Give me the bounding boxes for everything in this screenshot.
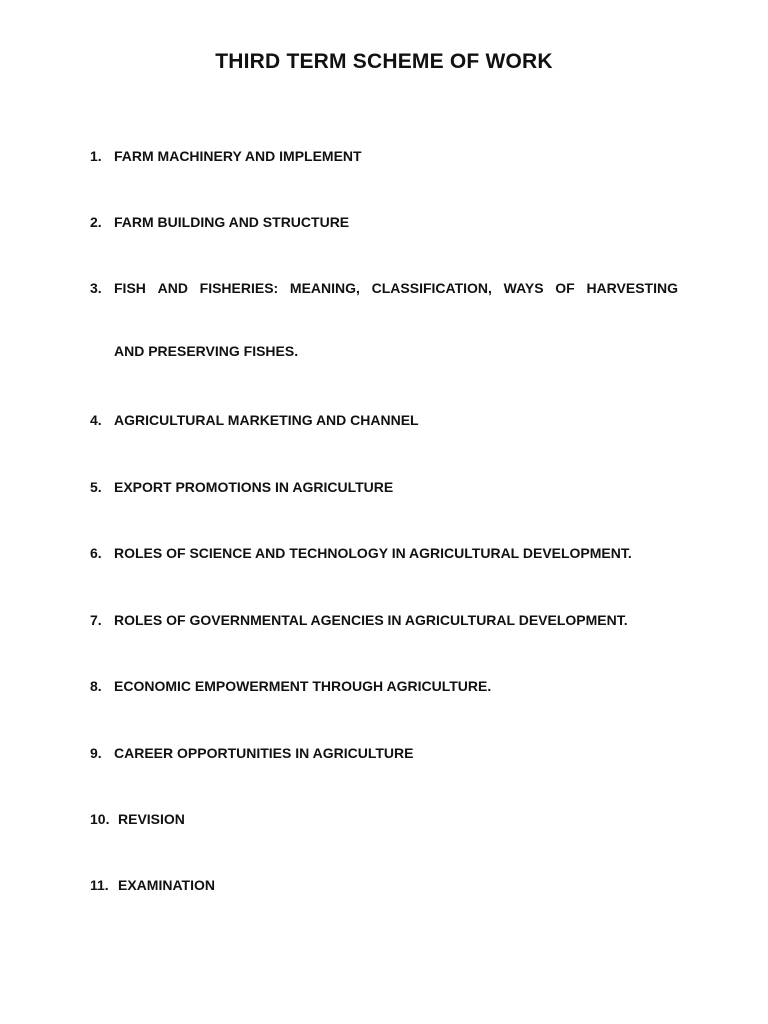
item-number: 7. [90, 612, 102, 628]
item-number: 5. [90, 479, 102, 495]
item-word: FISH [114, 280, 146, 296]
item-text-continuation: AND PRESERVING FISHES. [114, 343, 299, 359]
list-item [90, 479, 393, 495]
item-word: FISHERIES: [199, 280, 279, 296]
list-item [90, 412, 419, 428]
list-item [90, 811, 185, 827]
item-text: FARM BUILDING AND STRUCTURE [114, 214, 350, 230]
item-number: 3. [90, 280, 102, 296]
item-number: 1. [90, 148, 102, 164]
item-word: HARVESTING [586, 280, 678, 296]
item-number: 4. [90, 412, 102, 428]
list-item [90, 877, 215, 893]
item-text: FARM MACHINERY AND IMPLEMENT [114, 148, 362, 164]
item-word: CLASSIFICATION, [371, 280, 492, 296]
list-item [90, 545, 632, 561]
item-text: EXPORT PROMOTIONS IN AGRICULTURE [114, 479, 394, 495]
item-word: MEANING, [289, 280, 360, 296]
item-number: 11. [90, 877, 109, 893]
item-word: AND [157, 280, 188, 296]
list-item [90, 148, 362, 164]
list-item [90, 280, 678, 359]
item-text: ROLES OF GOVERNMENTAL AGENCIES IN AGRICULTURAL DEVELOPMENT. [114, 612, 628, 628]
item-number: 6. [90, 545, 102, 561]
item-text: ROLES OF SCIENCE AND TECHNOLOGY IN AGRICULTURAL DEVELOPMENT. [114, 545, 632, 561]
item-text: ECONOMIC EMPOWERMENT THROUGH AGRICULTURE. [114, 678, 492, 694]
item-number: 2. [90, 214, 102, 230]
page-title: THIRD TERM SCHEME OF WORK [215, 50, 553, 73]
item-number: 8. [90, 678, 102, 694]
list-item [90, 745, 413, 761]
list-item [90, 612, 628, 628]
list-item [90, 214, 349, 230]
item-text: REVISION [118, 811, 185, 827]
item-word: WAYS [503, 280, 544, 296]
item-text: CAREER OPPORTUNITIES IN AGRICULTURE [114, 745, 414, 761]
item-number: 9. [90, 745, 102, 761]
item-word: OF [555, 280, 575, 296]
item-text: AGRICULTURAL MARKETING AND CHANNEL [114, 412, 419, 428]
item-text-line [90, 280, 678, 296]
item-text: EXAMINATION [118, 877, 215, 893]
item-number: 10. [90, 811, 110, 827]
list-item [90, 678, 491, 694]
